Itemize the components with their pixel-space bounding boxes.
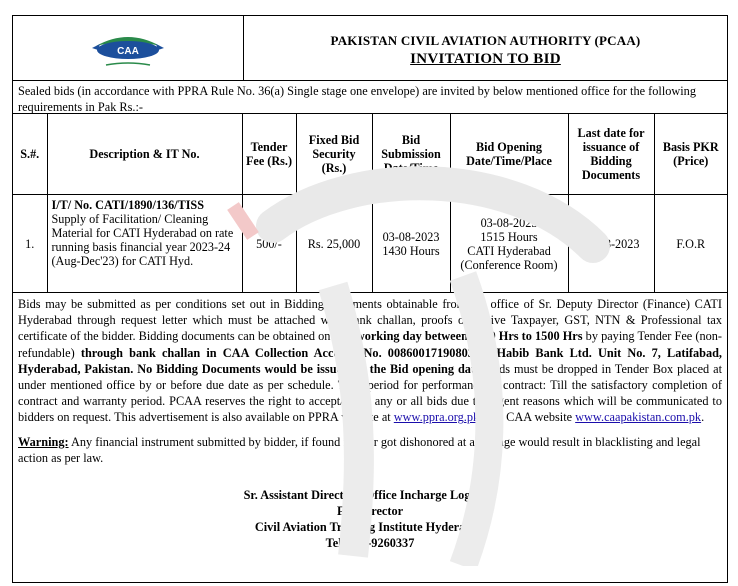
signatory-for: For Director (336, 504, 404, 519)
col-opening: Bid Opening Date/Time/Place (450, 114, 568, 195)
cell-basis: F.O.R (654, 195, 727, 293)
conditions-text-2: by paying Tender Fee (non-refundable) (18, 329, 723, 360)
warning-paragraph (13, 426, 727, 466)
submission-time: 1430 Hours (382, 243, 440, 258)
cell-sno: 1. (13, 195, 47, 293)
conditions-text-3: Bids must be dropped in Tender Box placed at under mentioned office by or before due date as per schedule. Time period for performance of contract: Till the satisfactory completion of contract and warranty period. PCAA reserves the right to accept/reject any or all bids due to cogent reasons which will be communicated to bidders on request. This advertisement is also available on PPRA website at (18, 361, 722, 425)
cell-tender-fee: 500/- (242, 195, 296, 293)
signatory-phone: Tel: 022-9260337 (325, 536, 415, 551)
conditions-text-4: , and CAA website (479, 410, 573, 425)
organization-name: PAKISTAN CIVIL AVIATION AUTHORITY (PCAA) (330, 33, 641, 48)
cell-description (47, 195, 242, 293)
warning-text: Any financial instrument submitted by bidder, if found fake or got dishonored at any stage would result in blacklisting and legal action as per law. (18, 434, 701, 465)
col-tender-fee: Tender Fee (Rs.) (242, 114, 296, 195)
description-text: Supply of Facilitation/ Cleaning Material for CATI Hyderabad on rate running basis financial year 2023-24 (Aug-Dec'23) for CATI Hyd. (51, 212, 234, 268)
signatory-office: Civil Aviation Training Institute Hyderabad (254, 520, 486, 535)
tender-notice (12, 15, 728, 583)
signature-block (13, 487, 727, 551)
submission-date: 03-08-2023 (382, 229, 440, 244)
conditions-paragraph (13, 293, 727, 426)
bid-table (13, 114, 727, 293)
col-sno: S.#. (13, 114, 47, 195)
logo-cell (13, 16, 244, 80)
intro-text: Sealed bids (in accordance with PPRA Rule No. 36(a) Single stage one envelope) are invited by below mentioned office for the following requirements in Pak Rs.:- (13, 81, 727, 114)
col-basis: Basis PKR (Price) (654, 114, 727, 195)
conditions-text-5: . (701, 410, 705, 425)
table-header-row (13, 114, 727, 195)
cell-opening (450, 195, 568, 293)
cell-submission (372, 195, 450, 293)
conditions-text-1: Bids may be submitted as per conditions set out in Bidding documents obtainable from the office of Sr. Deputy Director (Finance) CATI Hyderabad through request letter which must be attached with bank challan, proofs of Active Taxpayer, GST, NTN & Professional tax certificate of the bidder. Bidding documents can be obtained on (18, 297, 722, 344)
working-hours-text: any working day between 0900 Hrs to 1500 Hrs (333, 329, 583, 344)
cell-last-date: 02-08-2023 (568, 195, 654, 293)
col-submission: Bid Submission Date/Time (372, 114, 450, 195)
notice-header (13, 16, 727, 81)
svg-text:CAA: CAA (117, 46, 139, 57)
signatory-title: Sr. Assistant Director / Office Incharge Logistics (243, 488, 497, 503)
caa-emblem-icon (88, 24, 168, 72)
caa-website-link[interactable]: www.caapakistan.com.pk (575, 410, 702, 425)
page-title: INVITATION TO BID (410, 51, 561, 67)
col-bid-security: Fixed Bid Security (Rs.) (296, 114, 372, 195)
col-description: Description & IT No. (47, 114, 242, 195)
ppra-link[interactable]: www.ppra.org.pk (393, 410, 480, 425)
table-row (13, 195, 727, 293)
cell-bid-security: Rs. 25,000 (296, 195, 372, 293)
bank-account-text: through bank challan in CAA Collection Account No. 00860017190803 in Habib Bank Ltd. Unit No. 7, Latifabad, Hyderabad, Pakistan. No Bidding Documents would be issued on the Bid opening date. (18, 345, 723, 376)
it-number: I/T/ No. CATI/1890/136/TISS (51, 198, 204, 212)
opening-place: CATI Hyderabad (Conference Room) (460, 243, 558, 272)
warning-label: Warning: (18, 434, 69, 449)
opening-date: 03-08-2023 (480, 215, 538, 230)
col-last-date: Last date for issuance of Bidding Documents (568, 114, 654, 195)
title-cell (244, 16, 727, 80)
opening-time: 1515 Hours (480, 229, 538, 244)
